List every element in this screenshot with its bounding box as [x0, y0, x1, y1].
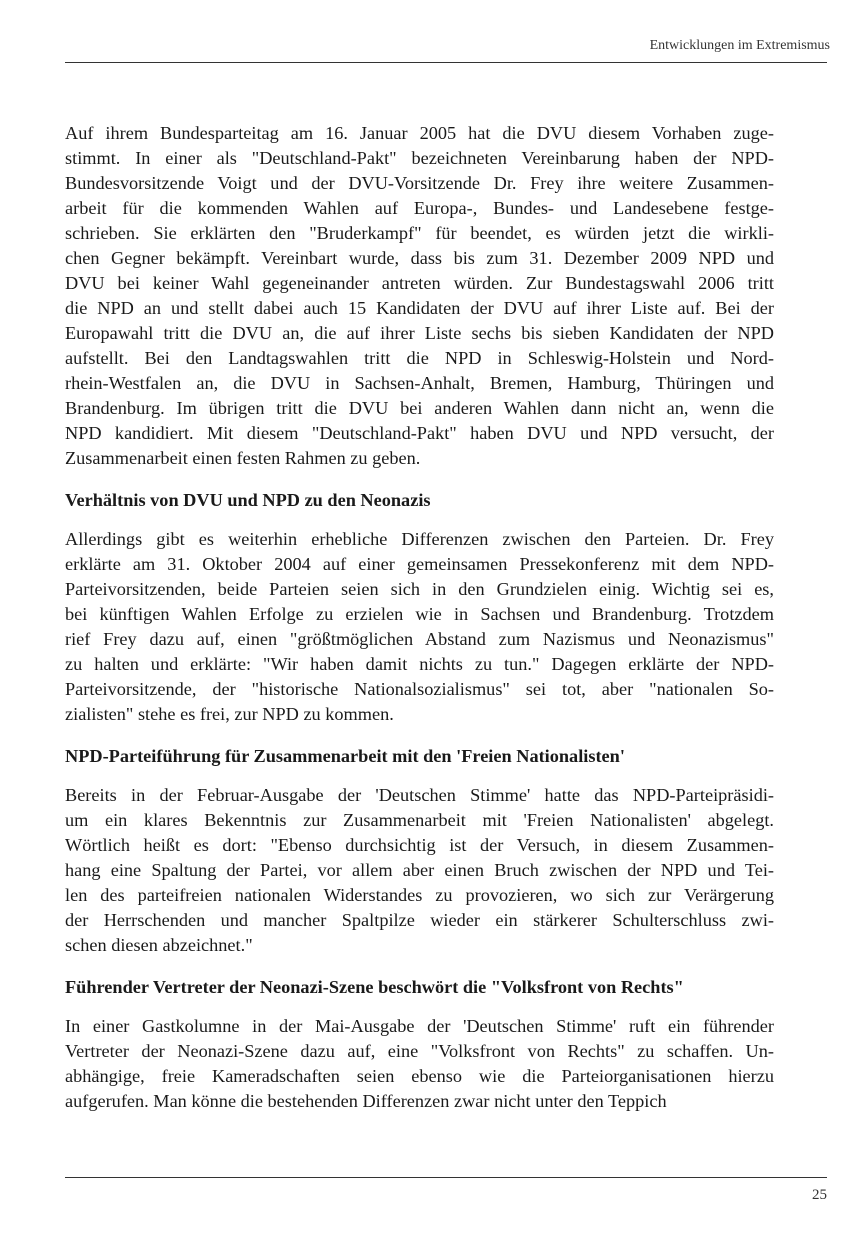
paragraph-1-line: die NPD an und stellt dabei auch 15 Kandidaten der DVU auf ihrer Liste auf. Bei der: [65, 298, 774, 318]
paragraph-2-line: rief Frey dazu auf, einen "größtmöglichen Abstand zum Nazismus und Neonazismus": [65, 629, 774, 649]
paragraph-4-line: Vertreter der Neonazi-Szene dazu auf, eine "Volksfront von Rechts" zu schaffen. Un-: [65, 1041, 774, 1061]
paragraph-1-line: chen Gegner bekämpft. Vereinbart wurde, dass bis zum 31. Dezember 2009 NPD und: [65, 248, 774, 268]
paragraph-2-line: Allerdings gibt es weiterhin erhebliche Differenzen zwischen den Parteien. Dr. Frey: [65, 529, 774, 549]
paragraph-2-line: zu halten und erklärte: "Wir haben damit nichts zu tun." Dagegen erklärte der NPD-: [65, 654, 774, 674]
section-heading-neonazis: Verhältnis von DVU und NPD zu den Neonazis: [65, 490, 431, 510]
paragraph-3-line: um ein klares Bekenntnis zur Zusammenarbeit mit 'Freien Nationalisten' abgelegt.: [65, 810, 774, 830]
paragraph-2-line: zialisten" stehe es frei, zur NPD zu kommen.: [65, 704, 394, 724]
running-header: Entwicklungen im Extremismus: [649, 38, 830, 53]
paragraph-1-line: stimmt. In einer als "Deutschland-Pakt" bezeichneten Vereinbarung haben der NPD-: [65, 148, 774, 168]
paragraph-1-line: Bundesvorsitzende Voigt und der DVU-Vorsitzende Dr. Frey ihre weitere Zusammen-: [65, 173, 774, 193]
paragraph-2-line: Parteivorsitzende, der "historische Nationalsozialismus" sei tot, aber "nationalen So-: [65, 679, 774, 699]
paragraph-3-line: der Herrschenden und mancher Spaltpilze wieder ein stärkerer Schulterschluss zwi-: [65, 910, 774, 930]
paragraph-4-line: In einer Gastkolumne in der Mai-Ausgabe der 'Deutschen Stimme' ruft ein führender: [65, 1016, 774, 1036]
paragraph-2-line: Parteivorsitzenden, beide Parteien seien sich in den Grundzielen einig. Wichtig sei es,: [65, 579, 774, 599]
paragraph-2-line: bei künftigen Wahlen Erfolge zu erzielen wie in Sachsen und Brandenburg. Trotzdem: [65, 604, 774, 624]
paragraph-3-line: hang eine Spaltung der Partei, vor allem aber einen Bruch zwischen der NPD und Tei-: [65, 860, 774, 880]
paragraph-3-line: Wörtlich heißt es dort: "Ebenso durchsichtig ist der Versuch, in diesem Zusammen-: [65, 835, 774, 855]
header-rule: [65, 62, 827, 63]
section-heading-volksfront: Führender Vertreter der Neonazi-Szene beschwört die "Volksfront von Rechts": [65, 977, 684, 997]
paragraph-1-line: aufstellt. Bei den Landtagswahlen tritt die NPD in Schleswig-Holstein und Nord-: [65, 348, 774, 368]
paragraph-1-line: Zusammenarbeit einen festen Rahmen zu geben.: [65, 448, 421, 468]
paragraph-1-line: NPD kandidiert. Mit diesem "Deutschland-Pakt" haben DVU und NPD versucht, der: [65, 423, 774, 443]
footer-rule: [65, 1177, 827, 1178]
paragraph-1-line: arbeit für die kommenden Wahlen auf Europa-, Bundes- und Landesebene festge-: [65, 198, 774, 218]
paragraph-1-line: Auf ihrem Bundesparteitag am 16. Januar 2005 hat die DVU diesem Vorhaben zuge-: [65, 123, 774, 143]
section-heading-freie-nationalisten: NPD-Parteiführung für Zusammenarbeit mit den 'Freien Nationalisten': [65, 746, 625, 766]
paragraph-3-line: schen diesen abzeichnet.": [65, 935, 253, 955]
page-number: 25: [812, 1187, 827, 1203]
paragraph-4-line: abhängige, freie Kameradschaften seien ebenso wie die Parteiorganisationen hierzu: [65, 1066, 774, 1086]
paragraph-3-line: len des parteifreien nationalen Widerstandes zu provozieren, wo sich zur Verärgerung: [65, 885, 774, 905]
paragraph-1-line: Europawahl tritt die DVU an, die auf ihrer Liste sechs bis sieben Kandidaten der NPD: [65, 323, 774, 343]
paragraph-2-line: erklärte am 31. Oktober 2004 auf einer gemeinsamen Pressekonferenz mit dem NPD-: [65, 554, 774, 574]
paragraph-1-line: rhein-Westfalen an, die DVU in Sachsen-Anhalt, Bremen, Hamburg, Thüringen und: [65, 373, 774, 393]
paragraph-3-line: Bereits in der Februar-Ausgabe der 'Deutschen Stimme' hatte das NPD-Parteipräsidi-: [65, 785, 774, 805]
paragraph-1-line: schrieben. Sie erklärten den "Bruderkampf" für beendet, es würden jetzt die wirkli-: [65, 223, 774, 243]
paragraph-1-line: Brandenburg. Im übrigen tritt die DVU bei anderen Wahlen dann nicht an, wenn die: [65, 398, 774, 418]
paragraph-1-line: DVU bei keiner Wahl gegeneinander antreten würden. Zur Bundestagswahl 2006 tritt: [65, 273, 774, 293]
paragraph-4-line: aufgerufen. Man könne die bestehenden Differenzen zwar nicht unter den Teppich: [65, 1091, 667, 1111]
